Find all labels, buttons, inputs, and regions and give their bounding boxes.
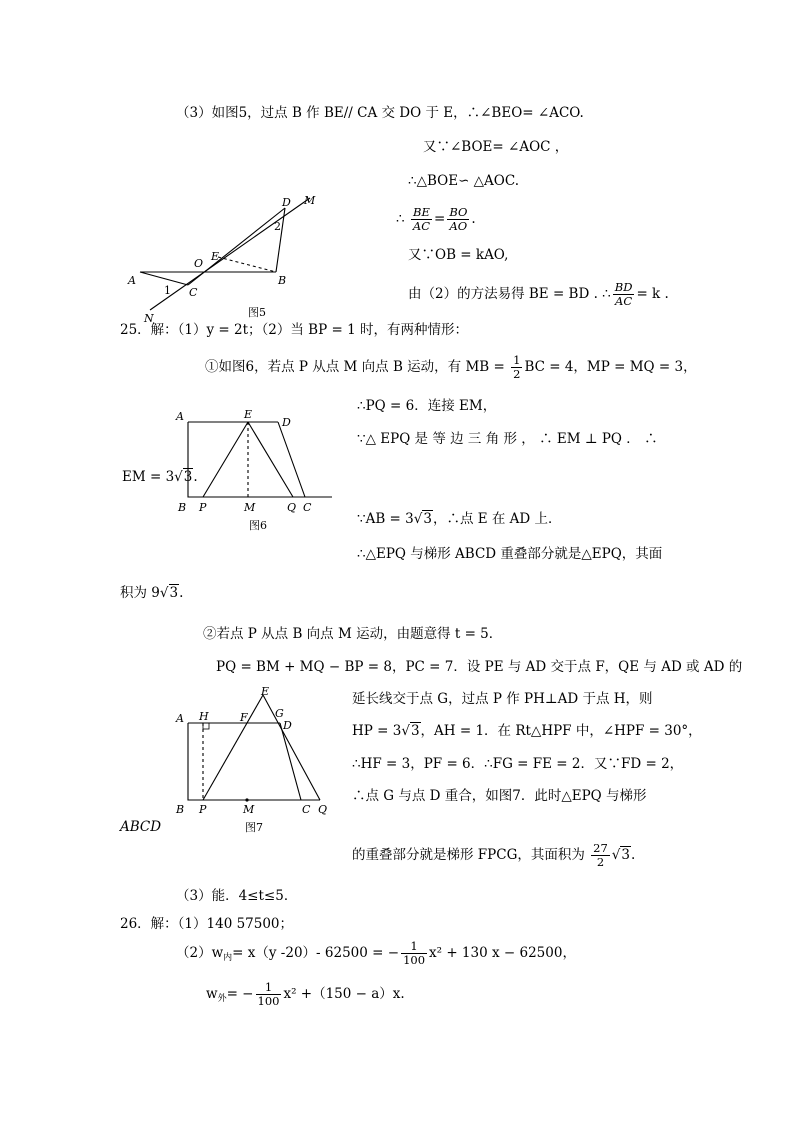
abcd-label: ABCD [120, 819, 162, 835]
denominator: AC [615, 294, 633, 308]
part3-line6-prefix: 由（2）的方法易得 BE = BD . ∴ [408, 286, 611, 302]
q25-line7: 积为 9√3. [120, 585, 184, 601]
label-e: E [211, 250, 220, 263]
point-m [245, 798, 248, 801]
denominator: AC [412, 219, 430, 233]
label-f: F [240, 711, 248, 724]
label-d: D [282, 196, 291, 209]
label-d: D [283, 719, 292, 732]
part3-line6 [408, 276, 669, 312]
q26-line3 [206, 976, 405, 1017]
q25-line5-prefix: ∵AB = 3 [357, 511, 414, 527]
q25-line11 [352, 722, 702, 740]
q25-line10: 延长线交于点 G，过点 P 作 PH⊥AD 于点 H，则 [352, 691, 653, 707]
q25-line5-root: 3 [423, 511, 432, 527]
label-e: E [261, 685, 270, 698]
q26-line2-mid: = x（y -20）- 62500 = − [232, 945, 400, 961]
label-c: C [303, 501, 312, 514]
q25-line13: ∴点 G 与点 D 重合，如图7．此时△EPQ 与梯形 [352, 788, 647, 804]
part3-line4: ∴ $\frac{BE}{AC}$ = $\frac{BO}{AO}$ . [396, 205, 476, 233]
fraction-27-2 [591, 842, 610, 869]
q25-line14-root: 3 [621, 847, 630, 863]
part3-line3: ∴△BOE∽ △AOC. [408, 173, 520, 189]
denominator: AO [449, 219, 468, 233]
sqrt-sign: √ [413, 511, 423, 527]
q26-line2 [176, 935, 576, 976]
em-root: 3 [183, 469, 193, 485]
sqrt-sign: √ [611, 847, 621, 863]
label-a: A [176, 410, 184, 423]
denominator: 100 [257, 994, 280, 1008]
label-p: P [199, 501, 207, 514]
figure-6-caption: 图6 [249, 519, 267, 532]
numerator: BD [614, 280, 633, 294]
fraction-bo-ao [447, 206, 469, 233]
q25-line11-suffix: ，AH = 1．在 Rt△HPF 中，∠HPF = 30°， [420, 723, 702, 739]
q25-line8: ②若点 P 从点 B 向点 M 运动，由题意得 t = 5． [203, 626, 503, 642]
label-h: H [199, 710, 209, 723]
q25-line7-prefix: 积为 9 [120, 585, 160, 601]
sqrt-sign: √ [401, 723, 410, 739]
label-n: N [144, 312, 154, 325]
q25-line3: ∴PQ = 6．连接 EM， [357, 398, 497, 414]
numerator: 1 [256, 981, 282, 995]
q25-line2 [205, 350, 697, 384]
q25-line5 [357, 510, 562, 528]
fraction-1-100-b [256, 981, 282, 1008]
numerator: 1 [401, 940, 427, 954]
q25-line2-suffix: BC = 4，MP = MQ = 3， [524, 359, 697, 375]
sqrt-sign: √ [159, 585, 169, 601]
em-label: EM = 3 [122, 469, 175, 485]
part3-line2: 又∵∠BOE= ∠AOC ， [423, 139, 569, 155]
q25-line2-prefix: ①如图6，若点 P 从点 M 向点 B 运动，有 MB = [205, 359, 505, 375]
part3-line6-suffix: = k . [636, 286, 669, 302]
denominator: 2 [513, 367, 521, 381]
denominator: 100 [403, 953, 426, 967]
q25-line7-root: 3 [169, 585, 179, 601]
numerator: 27 [593, 841, 608, 855]
q26-line3-suffix: x² +（150 − a）x. [283, 986, 405, 1002]
em-value: EM = 3√3. [122, 469, 198, 485]
subscript-wai: 外 [217, 994, 227, 1004]
q25-line14-prefix: 的重叠部分就是梯形 FPCG，其面积为 [352, 847, 585, 863]
label-b: B [278, 274, 287, 287]
part3-line1: （3）如图5，过点 B 作 BE// CA 交 DO 于 E，∴∠BEO= ∠ACO. [176, 105, 584, 121]
q26-line1: 26．解：（1）140 57500； [120, 916, 294, 932]
label-g: G [275, 707, 284, 720]
label-c: C [189, 286, 198, 299]
label-d: D [282, 416, 291, 429]
figure-5-caption: 图5 [248, 306, 266, 319]
q25-line5-suffix: ，∴点 E 在 AD 上． [432, 511, 562, 527]
figure-6 [170, 405, 350, 540]
label-o: O [194, 257, 204, 270]
label-c: C [302, 803, 311, 816]
fraction-1-100-a [401, 940, 427, 967]
label-m: M [304, 194, 316, 207]
q25-line6: ∴△EPQ 与梯形 ABCD 重叠部分就是△EPQ，其面 [357, 546, 663, 562]
label-q: Q [318, 803, 328, 816]
q25-line9: PQ = BM + MQ − BP = 8，PC = 7．设 PE 与 AD 交于点 F，QE 与 AD 或 AD 的 [216, 659, 743, 675]
label-angle-1: 1 [164, 284, 171, 297]
q25-line11-prefix: HP = 3 [352, 723, 402, 739]
figure-5 [120, 190, 330, 330]
label-e: E [244, 408, 253, 421]
label-angle-2: 2 [274, 220, 281, 233]
q26-line2-w: （2）w [176, 945, 224, 961]
q25-line1: 25．解：（1）y = 2t；（2）当 BP = 1 时，有两种情形： [120, 322, 468, 338]
label-b: B [176, 803, 185, 816]
fraction-half [511, 354, 522, 381]
numerator: BE [411, 206, 432, 220]
q26-line3-mid: = − [226, 986, 254, 1002]
therefore-symbol: ∴ [396, 211, 405, 227]
label-m: M [243, 803, 255, 816]
figure-7 [170, 685, 340, 835]
q25-line4: ∵△ EPQ 是 等 边 三 角 形 ， ∴ EM ⊥ PQ ． ∴ [357, 431, 658, 447]
label-q: Q [287, 501, 297, 514]
q25-line11-root: 3 [410, 723, 420, 739]
numerator: 1 [513, 353, 521, 367]
label-p: P [199, 803, 207, 816]
figure-7-caption: 图7 [245, 821, 263, 834]
q25-line12: ∴HF = 3，PF = 6．∴FG = FE = 2．又∵FD = 2， [352, 756, 684, 772]
fraction-bd-ac [613, 281, 635, 308]
part3-line5: 又∵OB = kAO, [408, 247, 509, 263]
label-a: A [128, 274, 136, 287]
q25-line14: 的重叠部分就是梯形 FPCG，其面积为 $\frac{27}{2}$ √3. [352, 841, 636, 869]
subscript-nei: 内 [223, 953, 233, 963]
q25-line15: （3）能．4≤t≤5． [176, 888, 298, 904]
fraction-be-ac [411, 206, 432, 233]
label-b: B [178, 501, 187, 514]
q26-line3-w: w [206, 986, 218, 1002]
numerator: BO [449, 205, 468, 219]
q26-line2-suffix: x² + 130 x − 62500， [429, 945, 576, 961]
label-m: M [244, 501, 256, 514]
sqrt-sign: √ [174, 469, 183, 485]
denominator: 2 [596, 855, 605, 869]
label-a: A [176, 712, 184, 725]
